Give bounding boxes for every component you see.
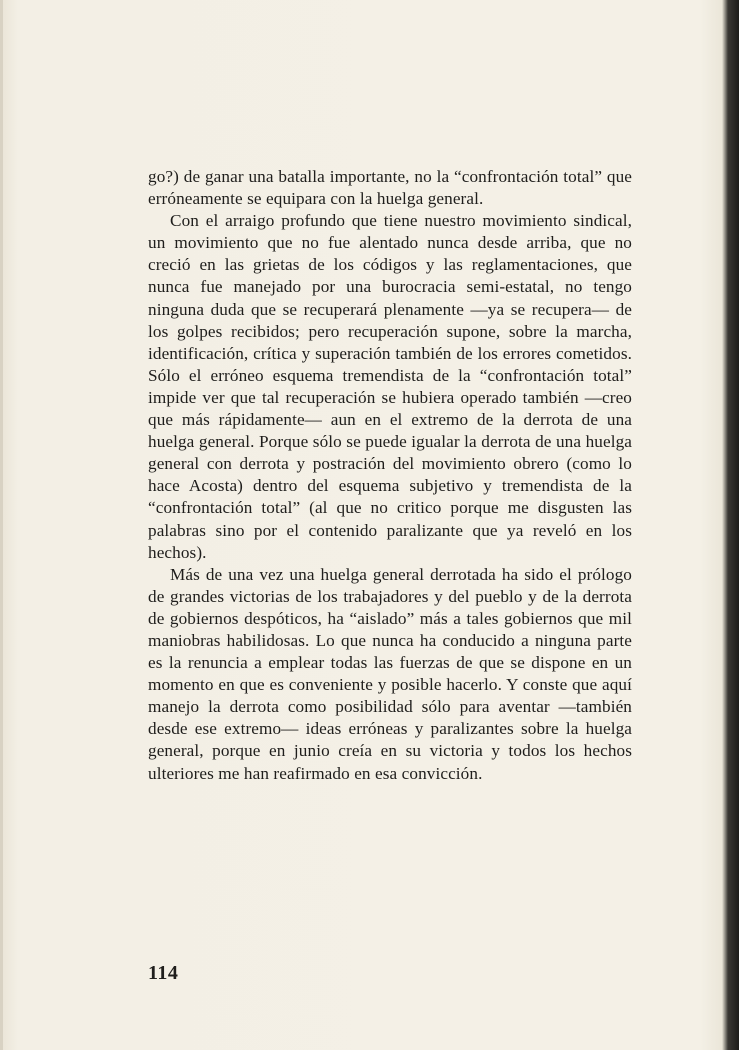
page-left-edge	[0, 0, 3, 1050]
paragraph-3: Más de una vez una huelga general derrotada ha sido el prólogo de grandes victorias de los trabajadores y del pueblo y de la derrota de gobiernos despóticos, ha “aislado” más a tales gobiernos que mil maniobras habilidosas. Lo que nunca ha conducido a ninguna parte es la renuncia a emplear todas las fuerzas de que se dispone en un momento en que es conveniente y posible hacerlo. Y conste que aquí manejo la derrota como posibilidad sólo para aventar —también desde ese extremo— ideas erróneas y paralizantes sobre la huelga general, porque en junio creía en su victoria y todos los hechos ulteriores me han reafirmado en esa convicción.	[148, 564, 632, 783]
body-text	[148, 166, 632, 785]
page-number: 114	[148, 962, 179, 984]
paragraph-1: go?) de ganar una batalla importante, no la “confrontación total” que erróneamente se equipara con la huelga general.	[148, 167, 632, 209]
paragraph-2: Con el arraigo profundo que tiene nuestro movimiento sindical, un movimiento que no fue alentado nunca desde arriba, que no creció en las grietas de los códigos y las reglamentaciones, que nunca fue manejado por una burocracia semi-estatal, no tengo ninguna duda que se recuperará plenamente —ya se recupera— de los golpes recibidos; pero recuperación supone, sobre la marcha, identificación, crítica y superación también de los errores cometidos. Sólo el erróneo esquema tremendista de la “confrontación total” impide ver que tal recuperación se hubiera operado también —creo que más rápidamente— aun en el extremo de la derrota de una huelga general. Porque sólo se puede igualar la derrota de una huelga general con derrota y postración del movimiento obrero (como lo hace Acosta) dentro del esquema subjetivo y tremendista de la “confrontación total” (al que no critico porque me disgusten las palabras sino por el contenido paralizante que ya reveló en los hechos).	[148, 211, 632, 562]
